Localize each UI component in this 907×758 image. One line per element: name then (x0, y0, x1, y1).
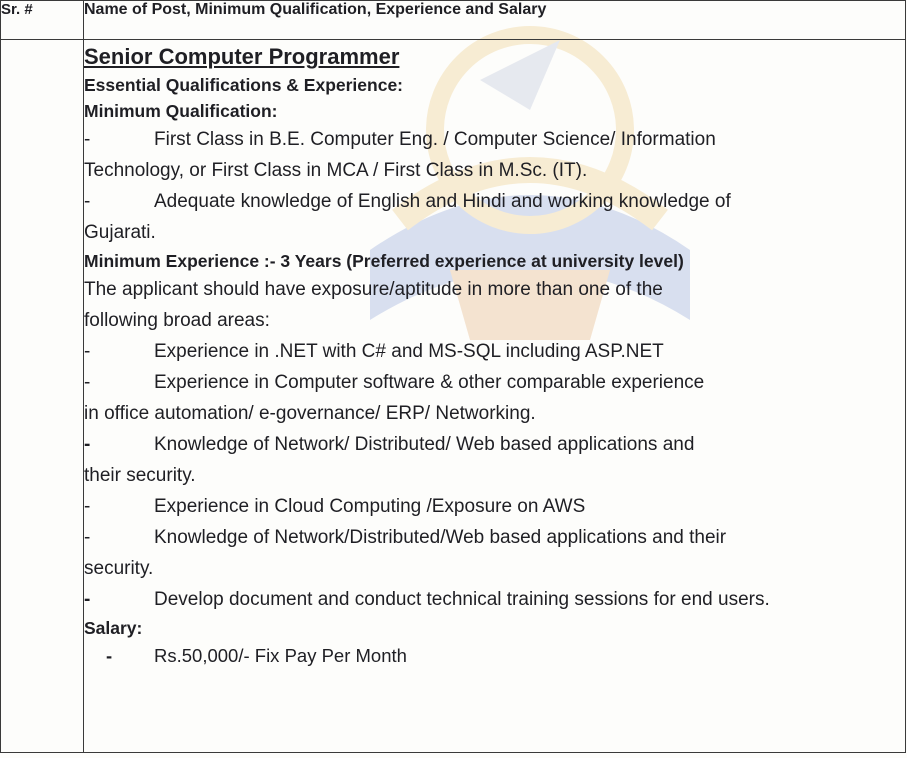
qualification-text: First Class in B.E. Computer Eng. / Computer Science/ Information (154, 129, 716, 150)
experience-text: Experience in Computer software & other comparable experience (154, 372, 705, 393)
experience-text-cont: security. (84, 558, 154, 579)
salary-text: Rs.50,000/- Fix Pay Per Month (154, 645, 407, 666)
bullet-dash: - (84, 434, 91, 455)
bullet-dash: - (106, 645, 113, 666)
post-details-cell (84, 40, 906, 753)
bullet-dash: - (84, 191, 91, 212)
sr-number-cell (1, 40, 84, 753)
post-details-header: Name of Post, Minimum Qualification, Experience and Salary (84, 1, 906, 40)
bullet-dash: - (84, 527, 91, 548)
experience-text: Experience in .NET with C# and MS-SQL including ASP.NET (154, 341, 664, 362)
qualification-item (84, 124, 905, 186)
experience-item (84, 336, 905, 367)
min-experience-heading: Minimum Experience :- 3 Years (Preferred experience at university level) (84, 251, 684, 271)
experience-item (84, 584, 905, 615)
experience-text: Develop document and conduct technical training sessions for end users. (154, 589, 770, 610)
table-header-row (1, 1, 906, 40)
experience-item (84, 491, 905, 522)
bullet-dash: - (84, 129, 91, 150)
bullet-dash: - (84, 589, 91, 610)
bullet-dash: - (84, 341, 91, 362)
experience-item (84, 367, 905, 429)
experience-item (84, 429, 905, 491)
min-qualification-heading: Minimum Qualification: (84, 101, 278, 121)
sr-number-header: Sr. # (1, 1, 84, 40)
experience-text: Knowledge of Network/Distributed/Web based applications and their (154, 527, 727, 548)
experience-text-cont: their security. (84, 465, 196, 486)
post-title: Senior Computer Programmer (84, 44, 400, 69)
experience-item (84, 522, 905, 584)
essential-heading: Essential Qualifications & Experience: (84, 75, 403, 95)
bullet-dash: - (84, 372, 91, 393)
salary-heading: Salary: (84, 618, 143, 638)
experience-text: Knowledge of Network/ Distributed/ Web based applications and (154, 434, 695, 455)
qualification-text: Adequate knowledge of English and Hindi and working knowledge of (154, 191, 731, 212)
qualification-text-cont: Technology, or First Class in MCA / First Class in M.Sc. (IT). (84, 160, 588, 181)
qualification-text-cont: Gujarati. (84, 222, 156, 243)
salary-item (106, 641, 905, 671)
table-row (1, 40, 906, 753)
experience-text: Experience in Cloud Computing /Exposure on AWS (154, 496, 586, 517)
bullet-dash: - (84, 496, 91, 517)
exposure-text: The applicant should have exposure/aptitude in more than one of the (84, 279, 663, 300)
qualification-item (84, 186, 905, 248)
experience-text-cont: in office automation/ e-governance/ ERP/ Networking. (84, 403, 536, 424)
exposure-text-cont: following broad areas: (84, 310, 270, 331)
